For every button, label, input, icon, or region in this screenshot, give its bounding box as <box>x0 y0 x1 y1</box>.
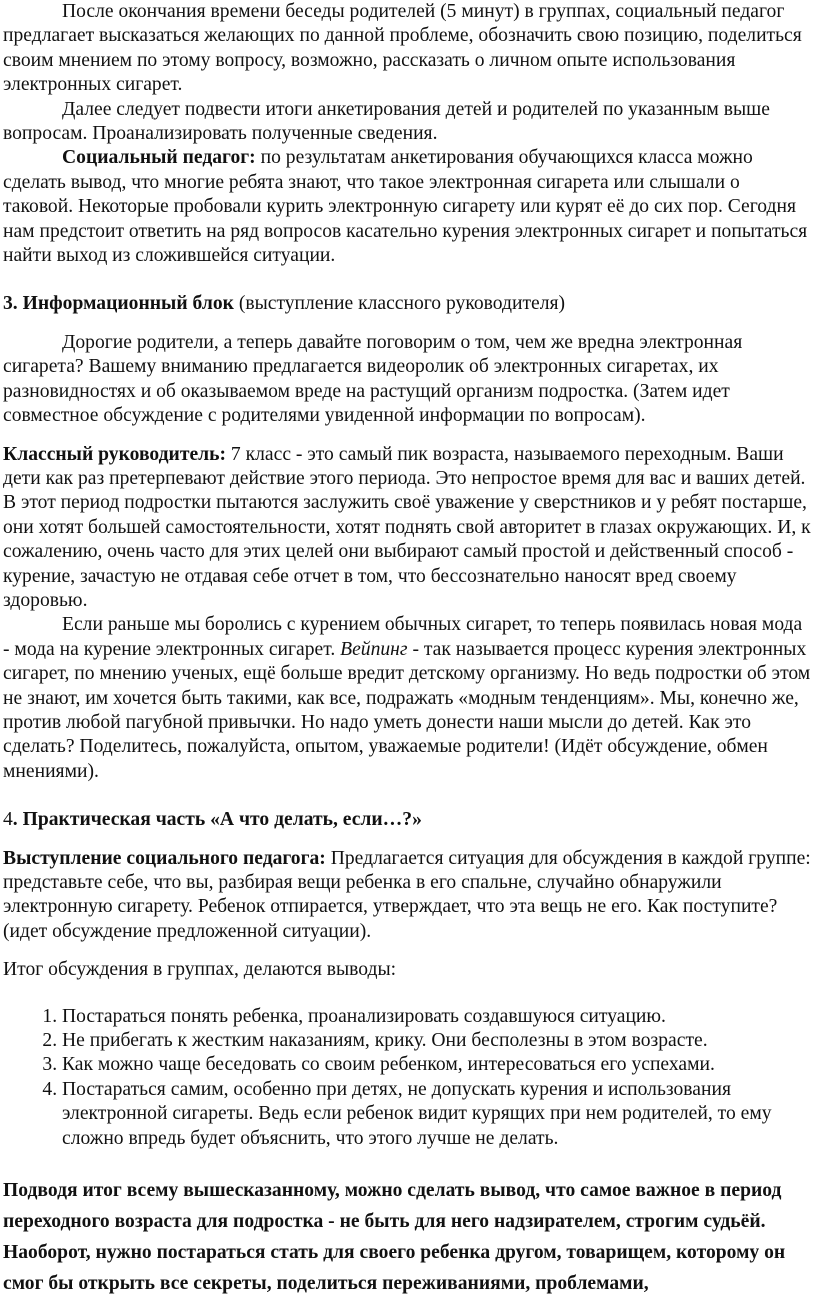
section-4-heading-bold: . Практическая часть «А что делать, если…?» <box>12 809 422 831</box>
list-item: 2. Не прибегать к жестким наказаниям, крику. Они бесполезны в этом возрасте. <box>62 1029 812 1053</box>
conclusions-list <box>3 1005 812 1151</box>
speaker-label-social-pedagogue-speech: Выступление социального педагога: <box>3 847 326 869</box>
list-item: 3. Как можно чаще беседовать со своим ребенком, интересоваться его успехами. <box>62 1053 812 1077</box>
speaker-label-class-teacher: Классный руководитель: <box>3 443 227 465</box>
intro-paragraph-3 <box>3 146 812 268</box>
section-3-paragraph-1: Дорогие родители, а теперь давайте поговорим о том, чем же вредна электронная сигарета? Вашему вниманию предлагается видеоролик об электронных сигаретах, их разновидностях и об оказываемом вреде на растущий организм подростка. (Затем идет совместное обсуждение с родителями увиденной информации по вопросам). <box>3 331 743 427</box>
intro-paragraph-1: После окончания времени беседы родителей (5 минут) в группах, социальный педагог предлагает высказаться желающих по данной проблеме, обозначить свою позицию, поделиться своим мнением по этому вопросу, возможно, рассказать о личном опыте использования электронных сигарет. <box>3 1 802 96</box>
term-vaping: Вейпинг <box>340 638 408 660</box>
section-3-paragraph-2-text: 7 класс - это самый пик возраста, называемого переходным. Ваши дети как раз претерпевают действие этого периода. Это непростое время для вас и ваших детей. В этот период подростки пытаются заслужить своё уважение у сверстников и у ребят постарше, они хотят большей самостоятельности, хотят поднять свой авторитет в глазах окружающих. И, к сожалению, очень часто для этих целей они выбирают самый простой и действенный способ - курение, зачастую не отдавая себе отчет в том, что бессознательно наносят вред своему здоровью. <box>3 443 811 611</box>
section-4-paragraph-2: Итог обсуждения в группах, делаются выводы: <box>3 959 397 981</box>
list-item: 1. Постараться понять ребенка, проанализировать создавшуюся ситуацию. <box>62 1005 812 1029</box>
section-3-heading <box>3 292 812 316</box>
conclusion-paragraph: Подводя итог всему вышесказанному, можно сделать вывод, что самое важное в период переходного возраста для подростка - не быть для него надзирателем, строгим судьёй. Наоборот, нужно постараться стать для своего ребенка другом, товарищем, которому он смог бы открыть все секреты, поделиться переживаниями, проблемами, <box>3 1180 786 1295</box>
list-item: 4. Постараться самим, особенно при детях, не допускать курения и использования электронной сигареты. Ведь если ребенок видит курящих при нем родителей, то ему сложно впредь будет объяснить, что этого лучше не делать. <box>62 1078 812 1151</box>
section-3-paragraph-3-part-a: Если раньше мы боролись с курением обычных сигарет, то теперь появилась новая мода - мода на курение электронных сигарет. <box>3 614 803 660</box>
section-4-paragraph-1 <box>3 847 812 945</box>
section-3-heading-bold: 3. Информационный блок <box>3 293 234 315</box>
section-3-paragraph-3 <box>3 613 812 784</box>
section-4-heading <box>3 808 812 832</box>
section-4-paragraph-1-text: Предлагается ситуация для обсуждения в каждой группе: представьте себе, что вы, разбирая вещи ребенка в его спальне, случайно обнаружили электронную сигарету. Ребенок отпирается, утверждает, что эта вещь не его. Как поступите? (идет обсуждение предложенной ситуации). <box>3 847 811 942</box>
intro-paragraph-3-text: по результатам анкетирования обучающихся класса можно сделать вывод, что многие ребята знают, что такое электронная сигарета или слышали о таковой. Некоторые пробовали курить электронную сигарету или курят её до сих пор. Сегодня нам предстоит ответить на ряд вопросов касательно курения электронных сигарет и попытаться найти выход из сложившейся ситуации. <box>3 147 808 267</box>
section-3-heading-rest: (выступление классного руководителя) <box>233 293 566 315</box>
section-3-paragraph-3-part-b: - так называется процесс курения электронных сигарет, по мнению ученых, ещё больше вредит детскому организму. Но ведь подростки об этом не знают, им хочется быть такими, как все, подражать «модным тенденциям». Мы, конечно же, против любой пагубной привычки. Но надо уметь донести наши мысли до детей. Как это сделать? Поделитесь, пожалуйста, опытом, уважаемые родители! (Идёт обсуждение, обмен мнениями). <box>3 638 811 782</box>
section-4-number: 4 <box>3 809 13 831</box>
speaker-label-social-pedagogue: Социальный педагог: <box>62 147 256 169</box>
section-3-paragraph-2 <box>3 443 812 614</box>
intro-paragraph-2: Далее следует подвести итоги анкетирования детей и родителей по указанным выше вопросам. Проанализировать полученные сведения. <box>3 98 770 145</box>
